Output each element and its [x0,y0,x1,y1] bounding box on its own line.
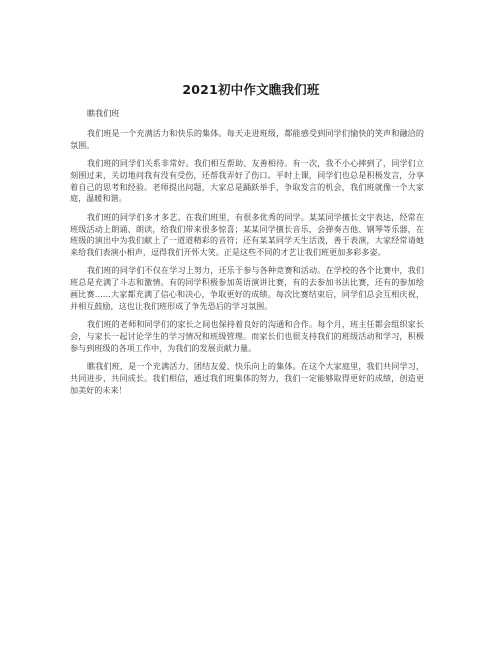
paragraph-4: 我们班的同学们不仅在学习上努力，还乐于参与各种竞赛和活动。在学校的各个比赛中，我们班总是充满了斗志和激情。有的同学积极参加英语演讲比赛，有的去参加书法比赛，还有的参加绘画比赛……大家都充满了信心和决心，争取更好的成绩。每次比赛结束后，同学们总会互相庆祝，并相互鼓励，这也让我们班形成了争先恐后的学习氛围。 [70,265,424,311]
paragraph-5: 我们班的老师和同学们的家长之间也保持着良好的沟通和合作。每个月，班主任都会组织家长会，与家长一起讨论学生的学习情况和班级管理。而家长们也很支持我们的班级活动和学习，积极参与到班级的各项工作中，为我们的发展贡献力量。 [70,319,424,353]
document-subtitle: 瞧我们班 [87,108,120,118]
paragraph-3: 我们班的同学们多才多艺。在我们班里，有很多优秀的同学。某某同学擅长文字表达，经常在班级活动上朗诵、朗读，给我们带来很多惊喜；某某同学擅长音乐，会弹奏吉他、钢琴等乐器，在班级的演出中为我们献上了一道道精彩的音符；还有某某同学天生活泼，善于表演，大家经常请她来给我们表演小相声，逗得我们开怀大笑。正是这些不同的才艺让我们班更加多彩多姿。 [70,211,424,258]
document-title: 2021初中作文瞧我们班 [182,82,320,97]
paragraph-1: 我们班是一个充满活力和快乐的集体。每天走进班级，都能感受到同学们愉快的笑声和融洽的氛围。 [70,128,424,150]
document-body [70,108,424,403]
paragraph-6: 瞧我们班，是一个充满活力、团结友爱、快乐向上的集体。在这个大家庭里，我们共同学习，共同进步，共同成长。我们相信，通过我们班集体的努力，我们一定能够取得更好的成绩，创造更加美好的未来！ [70,361,424,395]
paragraph-2: 我们班的同学们关系非常好。我们相互帮助、友善相待。有一次，我不小心摔到了，同学们立刻围过来，关切地问我有没有受伤，还帮我弄好了伤口。平时上课，同学们也总是积极发言，分享着自己的思考和经验。老师提出问题，大家总是踊跃举手，争取发言的机会，我们班就像一个大家庭，温暖和谐。 [70,158,424,204]
